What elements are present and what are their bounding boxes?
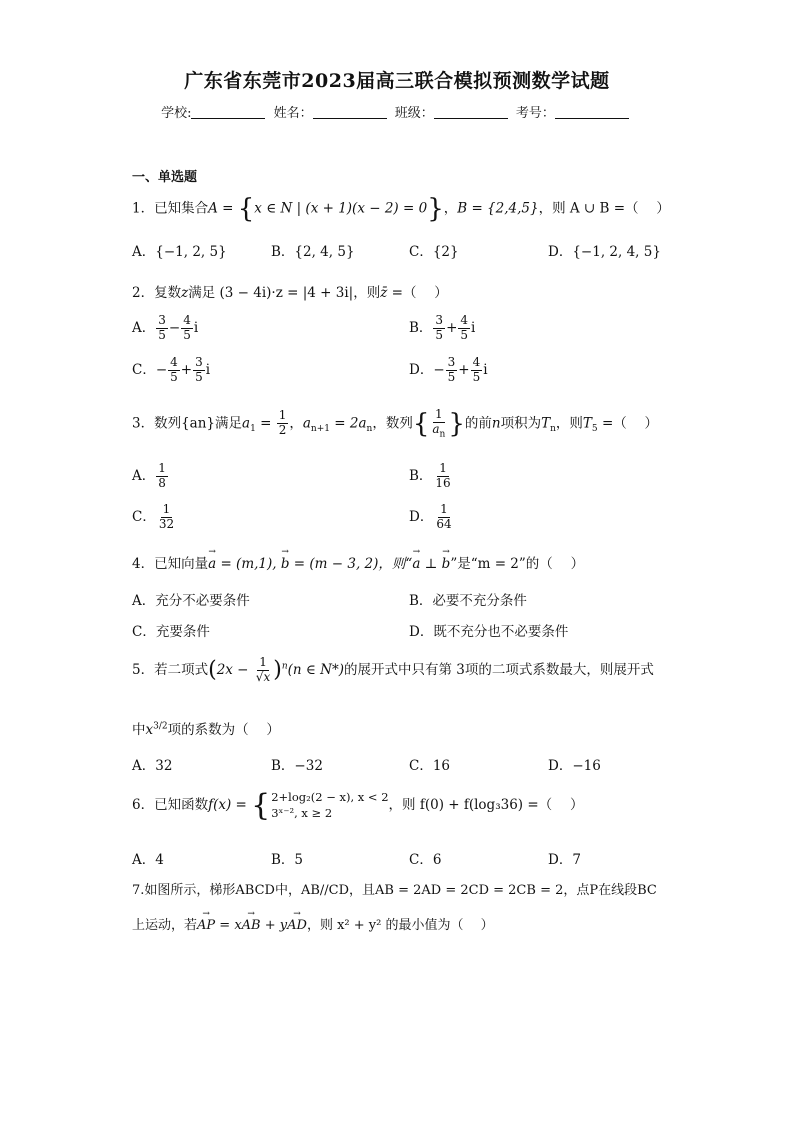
q5-option-d[interactable]: D．−16 <box>548 758 601 774</box>
q3-option-a[interactable]: A． $\frac{1}{8}$ <box>132 461 166 490</box>
q3-option-b[interactable]: B． $\frac{1}{16}$ <box>409 461 451 490</box>
question-3: 3．数列{an}满足$a_1$ = $\frac{1}{2}$ ，$a_{n+1} = 2a_n$，数列{ $\frac{1}{a_n}$ }的前n项积为$T_n$，则$T_5$ =（ ） <box>132 407 659 440</box>
question-5: 5．若二项式(2x − $\frac{1}{√x}$ )$^n$(n ∈ N*)的展开式中只有第 3项的二项式系数最大，则展开式 <box>132 655 654 684</box>
q5-option-c[interactable]: C．16 <box>409 758 451 774</box>
q6-option-d[interactable]: D．7 <box>548 852 581 868</box>
q1-option-d[interactable]: D．{−1, 2, 4, 5} <box>548 244 661 260</box>
q2-option-d[interactable]: D．− $\frac{3}{5}$ + $\frac{4}{5}$ i <box>409 355 488 384</box>
exam-number-blank[interactable] <box>555 106 629 119</box>
class-blank[interactable] <box>434 106 508 119</box>
q1-option-a[interactable]: A．{−1, 2, 5} <box>132 244 227 260</box>
q4-option-c[interactable]: C．充要条件 <box>132 624 210 640</box>
exam-number-label: 考号： <box>515 106 555 121</box>
q4-option-b[interactable]: B．必要不充分条件 <box>409 593 527 609</box>
q3-option-c[interactable]: C． $\frac{1}{32}$ <box>132 502 175 531</box>
question-2: 2．复数z满足 (3 − 4i)·z = |4 + 3i|，则z̄ =（ ） <box>132 285 448 301</box>
school-blank[interactable] <box>191 106 265 119</box>
school-label: 学校: <box>161 106 192 121</box>
q2-option-b[interactable]: B． $\frac{3}{5}$ + $\frac{4}{5}$ i <box>409 313 476 342</box>
q6-option-c[interactable]: C．6 <box>409 852 442 868</box>
question-7: 7.如图所示，梯形ABCD中，AB//CD，且AB = 2AD = 2CD = 2CB = 2，点P在线段BC <box>132 883 657 898</box>
q6-option-a[interactable]: A．4 <box>132 852 164 868</box>
q1-option-c[interactable]: C．{2} <box>409 244 459 260</box>
question-6: 6．已知函数f(x) = { 2+log₂(2 − x), x < 2 3ˣ⁻², x ≥ 2 ，则 f(0) + f(log₃36) =（ ） <box>132 787 584 823</box>
question-1: 1．已知集合A = {x ∈ N | (x + 1)(x − 2) = 0}，B = {2,4,5}，则 A ∪ B =（ ） <box>132 194 670 224</box>
question-7-line-2: 上运动，若→ AP = x→ AB + y→ AD，则 x² + y² 的最小值为（ ） <box>132 914 494 933</box>
question-4: 4．已知向量→ a = (m,1), → b = (m − 3, 2)，则“→ a ⊥ → b”是“m = 2”的（ ） <box>132 552 584 572</box>
question-5-line-2: 中$x^{3/2}$项的系数为（ ） <box>132 721 280 738</box>
q2-option-a[interactable]: A． $\frac{3}{5}$ − $\frac{4}{5}$ i <box>132 313 199 342</box>
q5-option-b[interactable]: B．−32 <box>271 758 323 774</box>
q5-option-a[interactable]: A．32 <box>132 758 173 774</box>
name-label: 姓名： <box>273 106 313 121</box>
section-heading: 一、单选题 <box>132 170 198 185</box>
q2-option-c[interactable]: C．− $\frac{4}{5}$ + $\frac{3}{5}$ i <box>132 355 211 384</box>
q6-option-b[interactable]: B．5 <box>271 852 304 868</box>
q1-option-b[interactable]: B．{2, 4, 5} <box>271 244 355 260</box>
q4-option-a[interactable]: A．充分不必要条件 <box>132 593 250 609</box>
name-blank[interactable] <box>313 106 387 119</box>
q4-option-d[interactable]: D．既不充分也不必要条件 <box>409 624 569 640</box>
exam-title: 广东省东莞市2023届高三联合模拟预测数学试题 <box>184 70 610 92</box>
class-label: 班级： <box>394 106 434 121</box>
student-info-line <box>0 102 794 121</box>
q3-option-d[interactable]: D． $\frac{1}{64}$ <box>409 502 452 531</box>
